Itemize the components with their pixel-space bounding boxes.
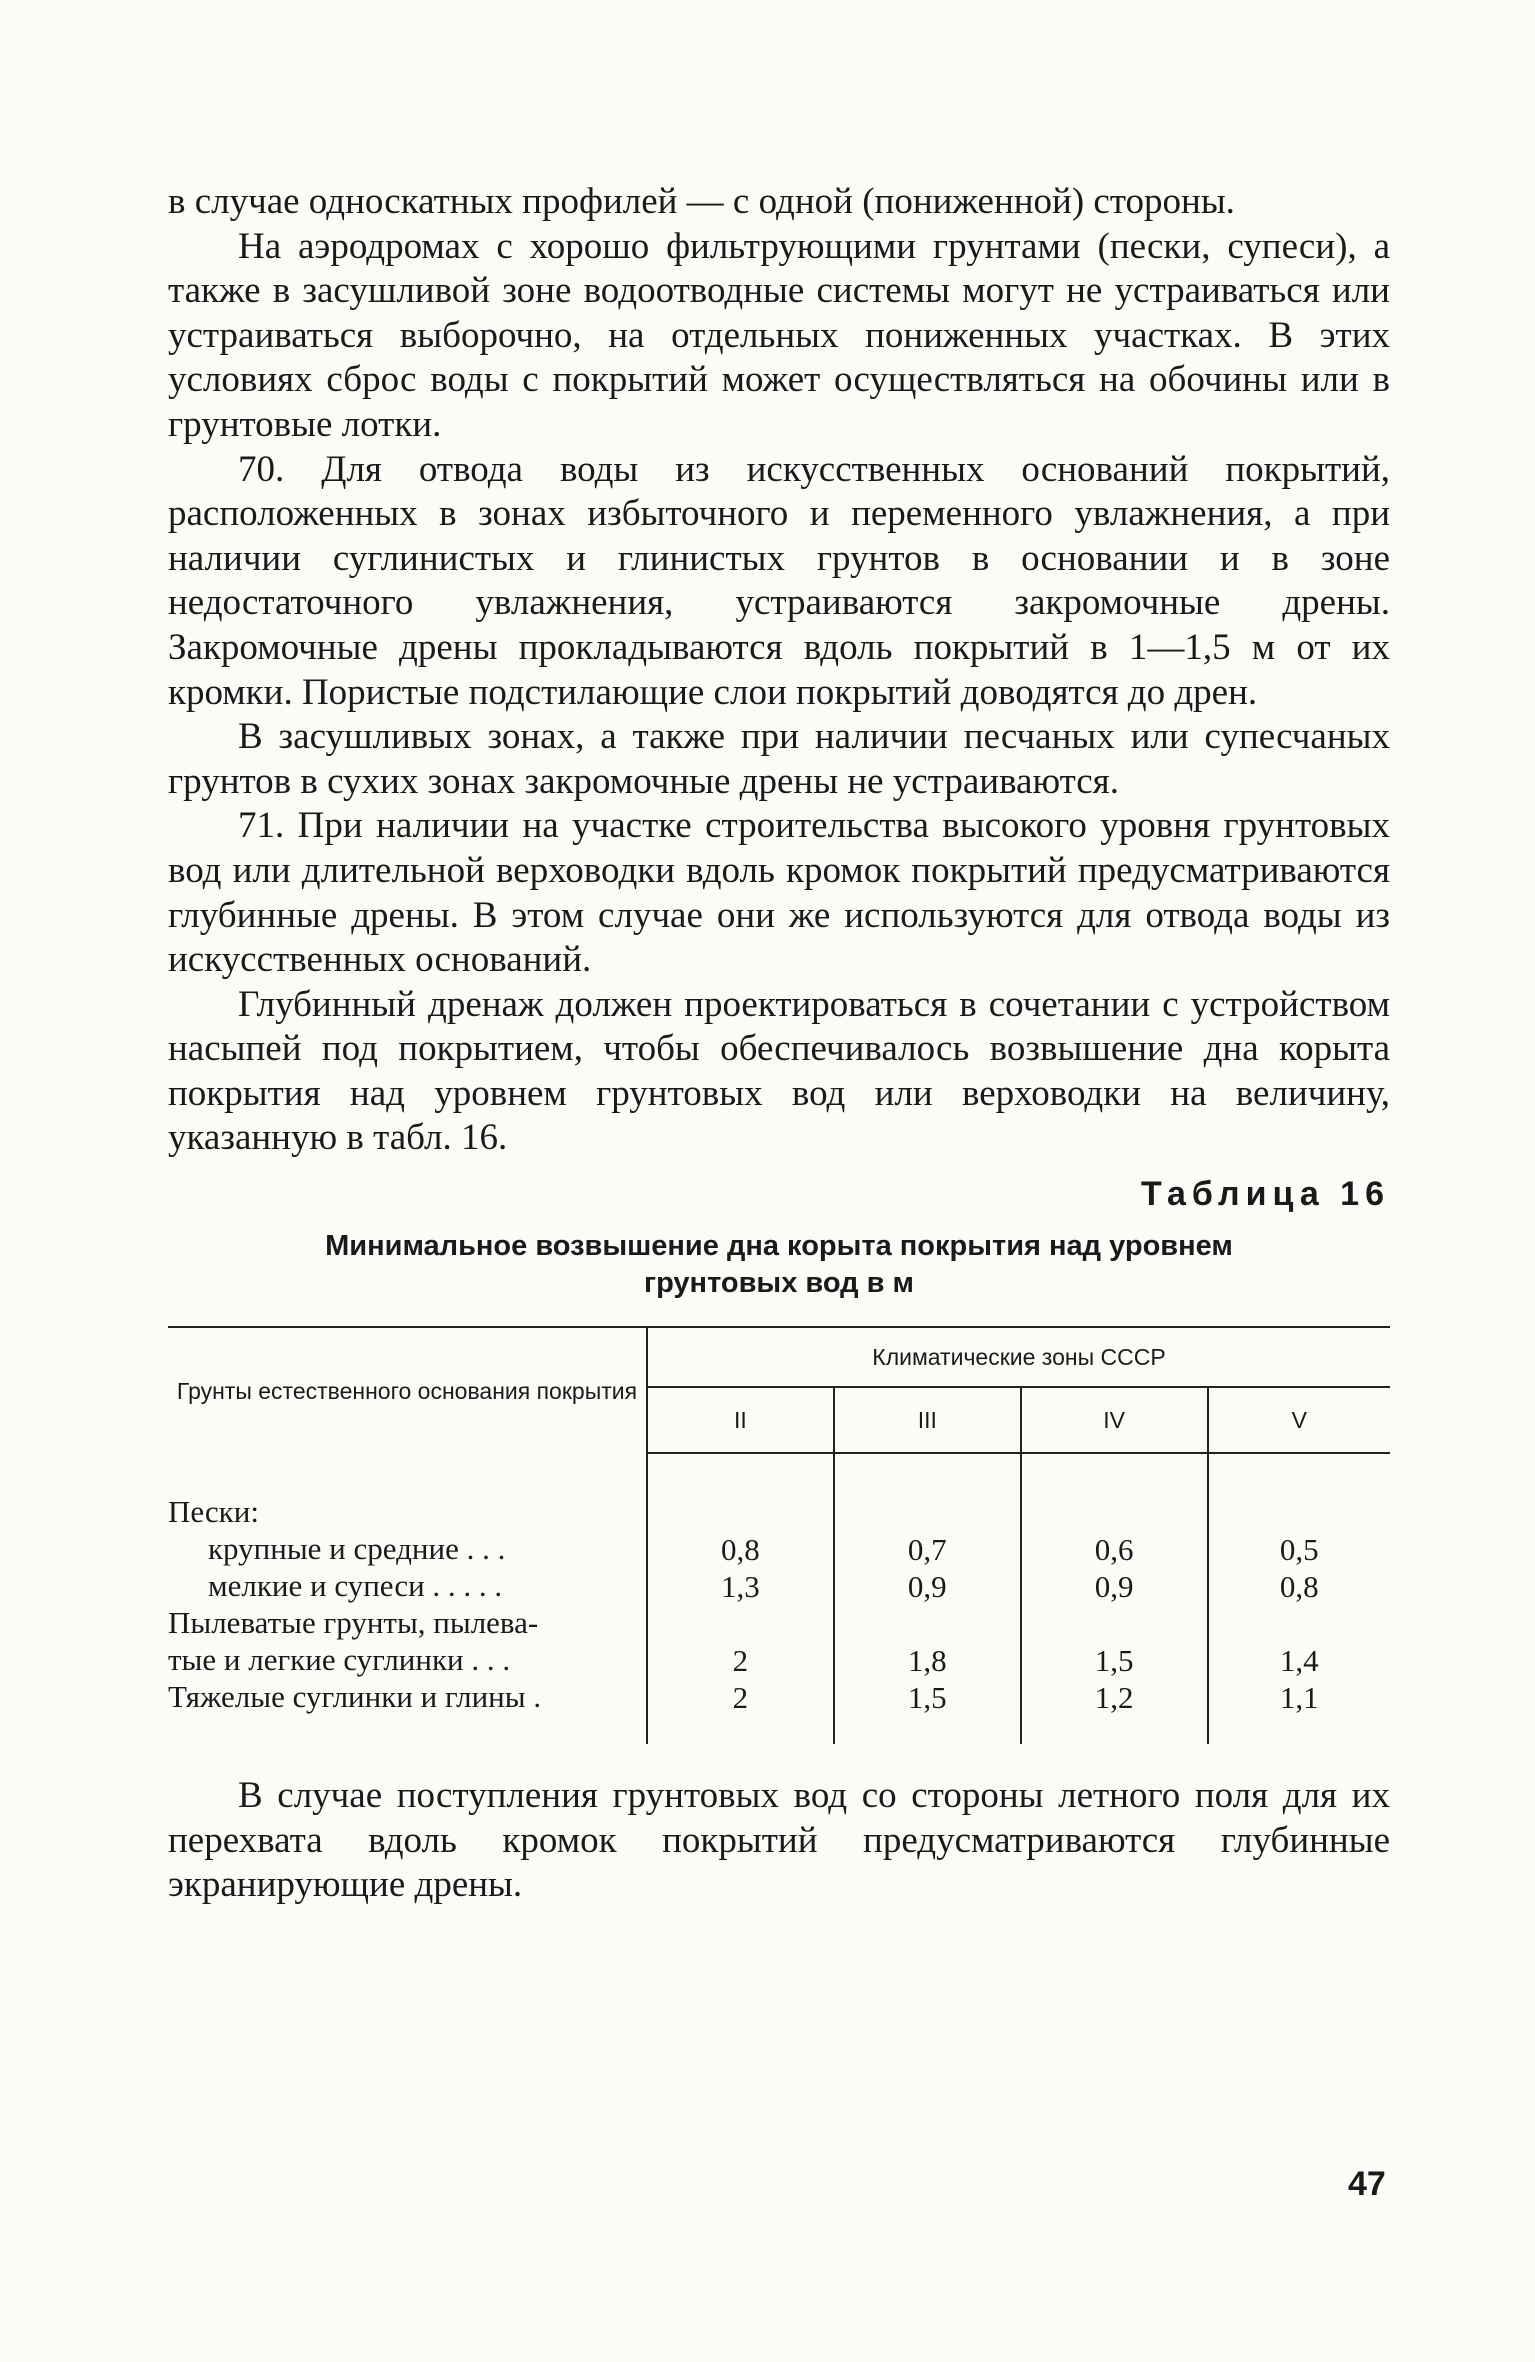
table-cell: 2 — [732, 1680, 749, 1716]
page-number: 47 — [1348, 2165, 1386, 2203]
table-cell: 0,7 — [907, 1532, 947, 1568]
soil-line: тые и легкие суглинки . . . — [168, 1642, 511, 1678]
paragraph-1: в случае односкатных профилей — с одной (пониженной) стороны. — [168, 181, 1235, 222]
table-header-row — [168, 1327, 1390, 1387]
table-cell: 1,5 — [1094, 1643, 1134, 1679]
zone-iii-values — [834, 1453, 1021, 1744]
table-label: Таблица 16 — [1141, 1175, 1390, 1214]
zone-v-values — [1208, 1453, 1390, 1744]
paragraph-4: В засушливых зонах, а также при наличии песчаных или супесчаных грунтов в сухих зонах закромочные дрены не устраиваются. — [168, 716, 1390, 802]
table-cell: 0,8 — [721, 1532, 760, 1568]
paragraph-6: Глубинный дренаж должен проектироваться в сочетании с устройством насыпей под покрытием, чтобы обеспечивалось возвышение дна корыта покрытия над уровнем грунтовых вод или верховодки на величину, указанную в табл. 16. — [168, 983, 1390, 1159]
soil-line: крупные и средние . . . — [208, 1531, 506, 1567]
zone-header-ii: II — [647, 1387, 834, 1453]
table-cell: 0,9 — [907, 1569, 947, 1605]
data-table — [168, 1326, 1390, 1744]
document-page — [168, 180, 1390, 1908]
zone-header-v: V — [1208, 1387, 1390, 1453]
zones-column-header: Климатические зоны СССР — [647, 1327, 1390, 1387]
zone-header-iv: IV — [1021, 1387, 1208, 1453]
table-body-row — [168, 1453, 1390, 1744]
table-cell: 0,5 — [1279, 1532, 1319, 1568]
table-cell: 1,1 — [1279, 1680, 1319, 1716]
soil-line: мелкие и супеси . . . . . — [208, 1568, 503, 1604]
paragraph-2: На аэродромах с хорошо фильтрующими грунтами (пески, супеси), а также в засушливой зоне водоотводные системы могут не устраиваться или устраиваться выборочно, на отдельных пониженных участках. В этих условиях сброс воды с покрытий может осуществляться на обочины или в грунтовые лотки. — [168, 225, 1390, 445]
paragraph-after-table: В случае поступления грунтовых вод со стороны летного поля для их перехвата вдоль кромок покрытий предусматриваются глубинные экранирующие дрены. — [168, 1775, 1390, 1906]
table-cell: 0,9 — [1094, 1569, 1134, 1605]
table-cell: 0,8 — [1279, 1569, 1319, 1605]
table-cell: 1,4 — [1279, 1643, 1319, 1679]
soil-cell — [168, 1453, 647, 1744]
table-title-line-2: грунтовых вод в м — [644, 1267, 914, 1300]
table-cell: 0,6 — [1094, 1532, 1134, 1568]
table-cell: 1,2 — [1094, 1680, 1134, 1716]
soil-line: Тяжелые суглинки и глины . — [168, 1679, 542, 1715]
paragraph-3: 70. Для отвода воды из искусственных оснований покрытий, расположенных в зонах избыточного и переменного увлажнения, а при наличии суглинистых и глинистых грунтов в основании и в зоне недостаточного увлажнения, устраиваются закромочные дрены. Закромочные дрены прокладываются вдоль покрытий в 1—1,5 м от их кромки. Пористые подстилающие слои покрытий доводятся до дрен. — [168, 448, 1390, 713]
zone-iv-values — [1021, 1453, 1208, 1744]
table-title — [168, 1228, 1390, 1302]
zone-header-iii: III — [834, 1387, 1021, 1453]
table-cell: 1,3 — [721, 1569, 760, 1605]
table-title-line-1: Минимальное возвышение дна корыта покрытия над уровнем — [325, 1230, 1233, 1263]
table-cell: 1,5 — [907, 1680, 947, 1716]
zone-ii-values — [647, 1453, 834, 1744]
table-cell: 2 — [732, 1643, 749, 1679]
table-cell: 1,8 — [907, 1643, 947, 1679]
soil-line: Пылеватые грунты, пылева- — [168, 1605, 539, 1641]
paragraph-5: 71. При наличии на участке строительства высокого уровня грунтовых вод или длительной верховодки вдоль кромок покрытий предусматриваются глубинные дрены. В этом случае они же используются для отвода воды из искусственных оснований. — [168, 805, 1390, 981]
soil-column-header: Грунты естественного основания покрытия — [168, 1327, 647, 1453]
soil-line: Пески: — [168, 1494, 259, 1530]
